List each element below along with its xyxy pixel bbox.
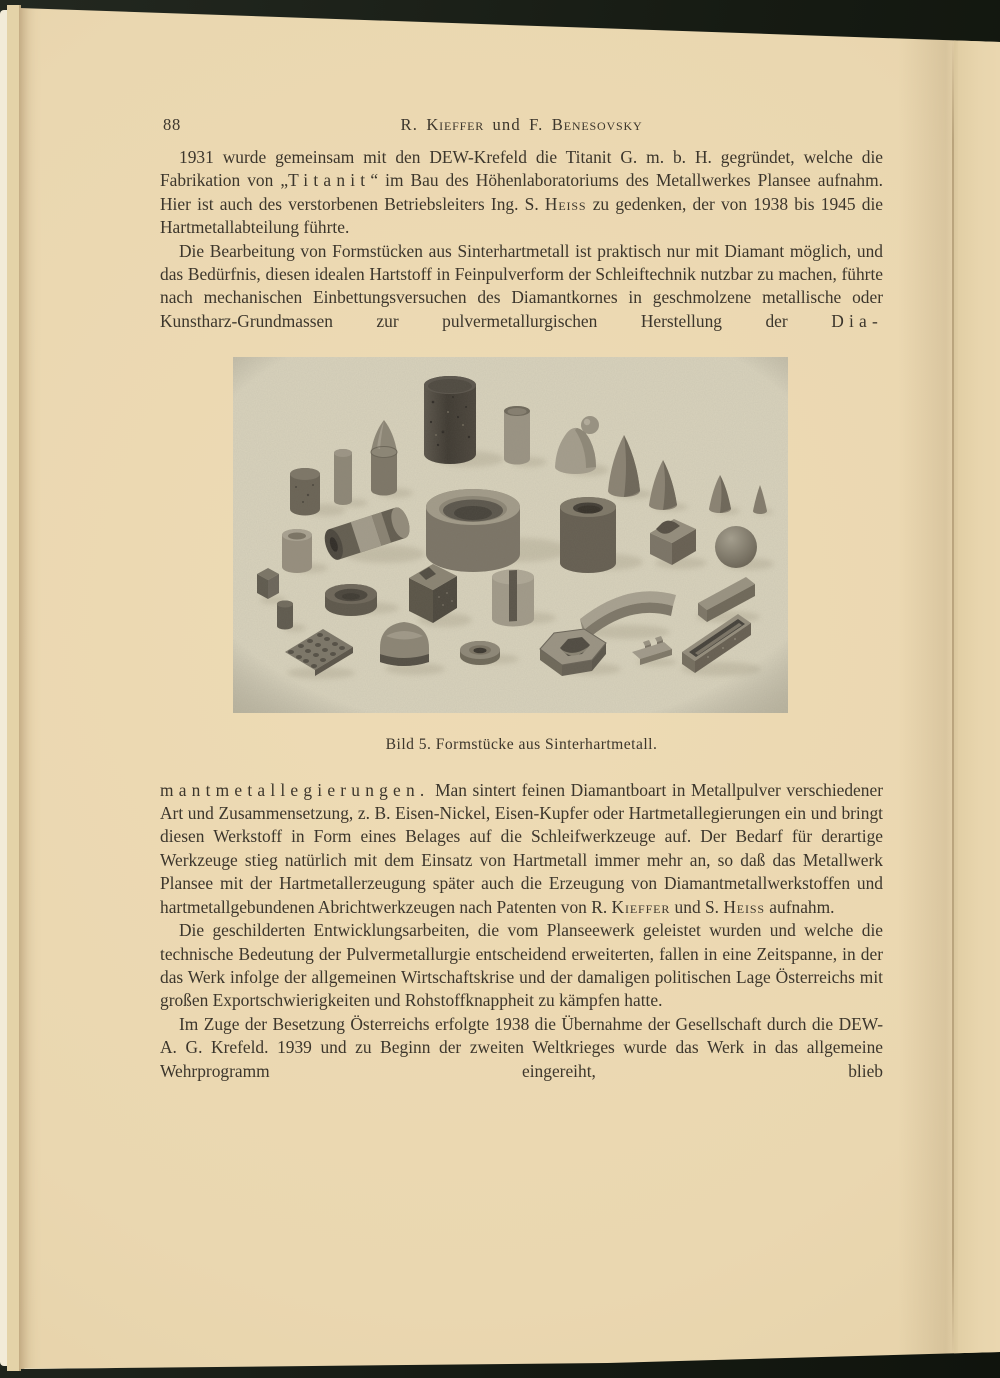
paragraph-3: mantmetallegierungen. Man sintert feinen Diamantboart in Metallpulver verschiedener Art und Zusammensetzung, z. B. Eisen-Nickel, Eisen-Kupfer oder Hartmetallegierungen ein und bringt diesen Werkstoff in Form eines Belages auf die Schleifwerkzeuge auf. Der Bedarf für derartige Werkzeuge stieg natürlich mit dem Einsatz von Hartmetall immer mehr an, so daß das Metallwerk Plansee mit der Hartmetallerzeugung später auch die Erzeugung von Diamantmetallwerkstoffen und hartmetallgebundenen Abrichtwerkzeugen nach Patenten von R. Kieffer und S. Heiss aufnahm. bbox=[160, 779, 883, 917]
paragraph-4: Die geschilderten Entwicklungsarbeiten, die vom Planseewerk geleistet wurden und welche die technische Bedeutung der Pulvermetallurgie entscheidend erweiterten, fallen in eine Zeitspanne, in der das Werk infolge der allgemeinen Wirtschaftskrise und der damaligen politischen Lage Österreichs mit großen Exportschwierigkeiten und Rohstoffknappheit zu kämpfen hatte. bbox=[160, 920, 883, 1011]
page-number: 88 bbox=[163, 115, 181, 134]
adjacent-page-sliver bbox=[954, 0, 1000, 1378]
figure bbox=[233, 357, 788, 756]
paragraph-2: Die Bearbeitung von Formstücken aus Sinterhartmetall ist praktisch nur mit Diamant möglich, und das Bedürfnis, diesen idealen Hartstoff in Feinpulverform der Schleiftechnik nutzbar zu machen, führte nach mechanischen Einbettungsversuchen des Diamantkornes in geschmolzene metallische oder Kunstharz-Grundmassen zur pulvermetallurgischen Herstellung der Dia- bbox=[160, 240, 883, 331]
running-header: R. Kieffer und F. Benesovsky bbox=[400, 115, 643, 134]
figure-caption: Bild 5. Formstücke aus Sinterhartmetall. bbox=[385, 736, 658, 754]
gutter-crease bbox=[952, 34, 954, 1360]
page-header bbox=[160, 113, 883, 136]
bottom-page-edge bbox=[23, 1366, 663, 1374]
page-stack-edge-inner bbox=[7, 5, 21, 1371]
paragraph-5: Im Zuge der Besetzung Österreichs erfolgte 1938 die Übernahme der Gesellschaft durch die DEW-A. G. Krefeld. 1939 und zu Beginn der zweiten Weltkrieges wurde das Werk in das allgemeine Wehrprogramm eingereiht, blieb bbox=[160, 1013, 883, 1081]
paragraph-1: 1931 wurde gemeinsam mit den DEW-Krefeld die Titanit G. m. b. H. gegründet, welche die Fabrikation von „Titanit“ im Bau des Höhenlaboratoriums des Metallwerkes Plansee aufnahm. Hier ist auch des verstorbenen Betriebsleiters Ing. S. Heiss zu gedenken, der von 1938 bis 1945 die Hartmetallabteilung führte. bbox=[160, 147, 883, 238]
figure-photo bbox=[233, 357, 788, 713]
gutter-shading bbox=[898, 30, 958, 1358]
photo-grain bbox=[233, 357, 788, 713]
page-content bbox=[160, 0, 883, 1083]
